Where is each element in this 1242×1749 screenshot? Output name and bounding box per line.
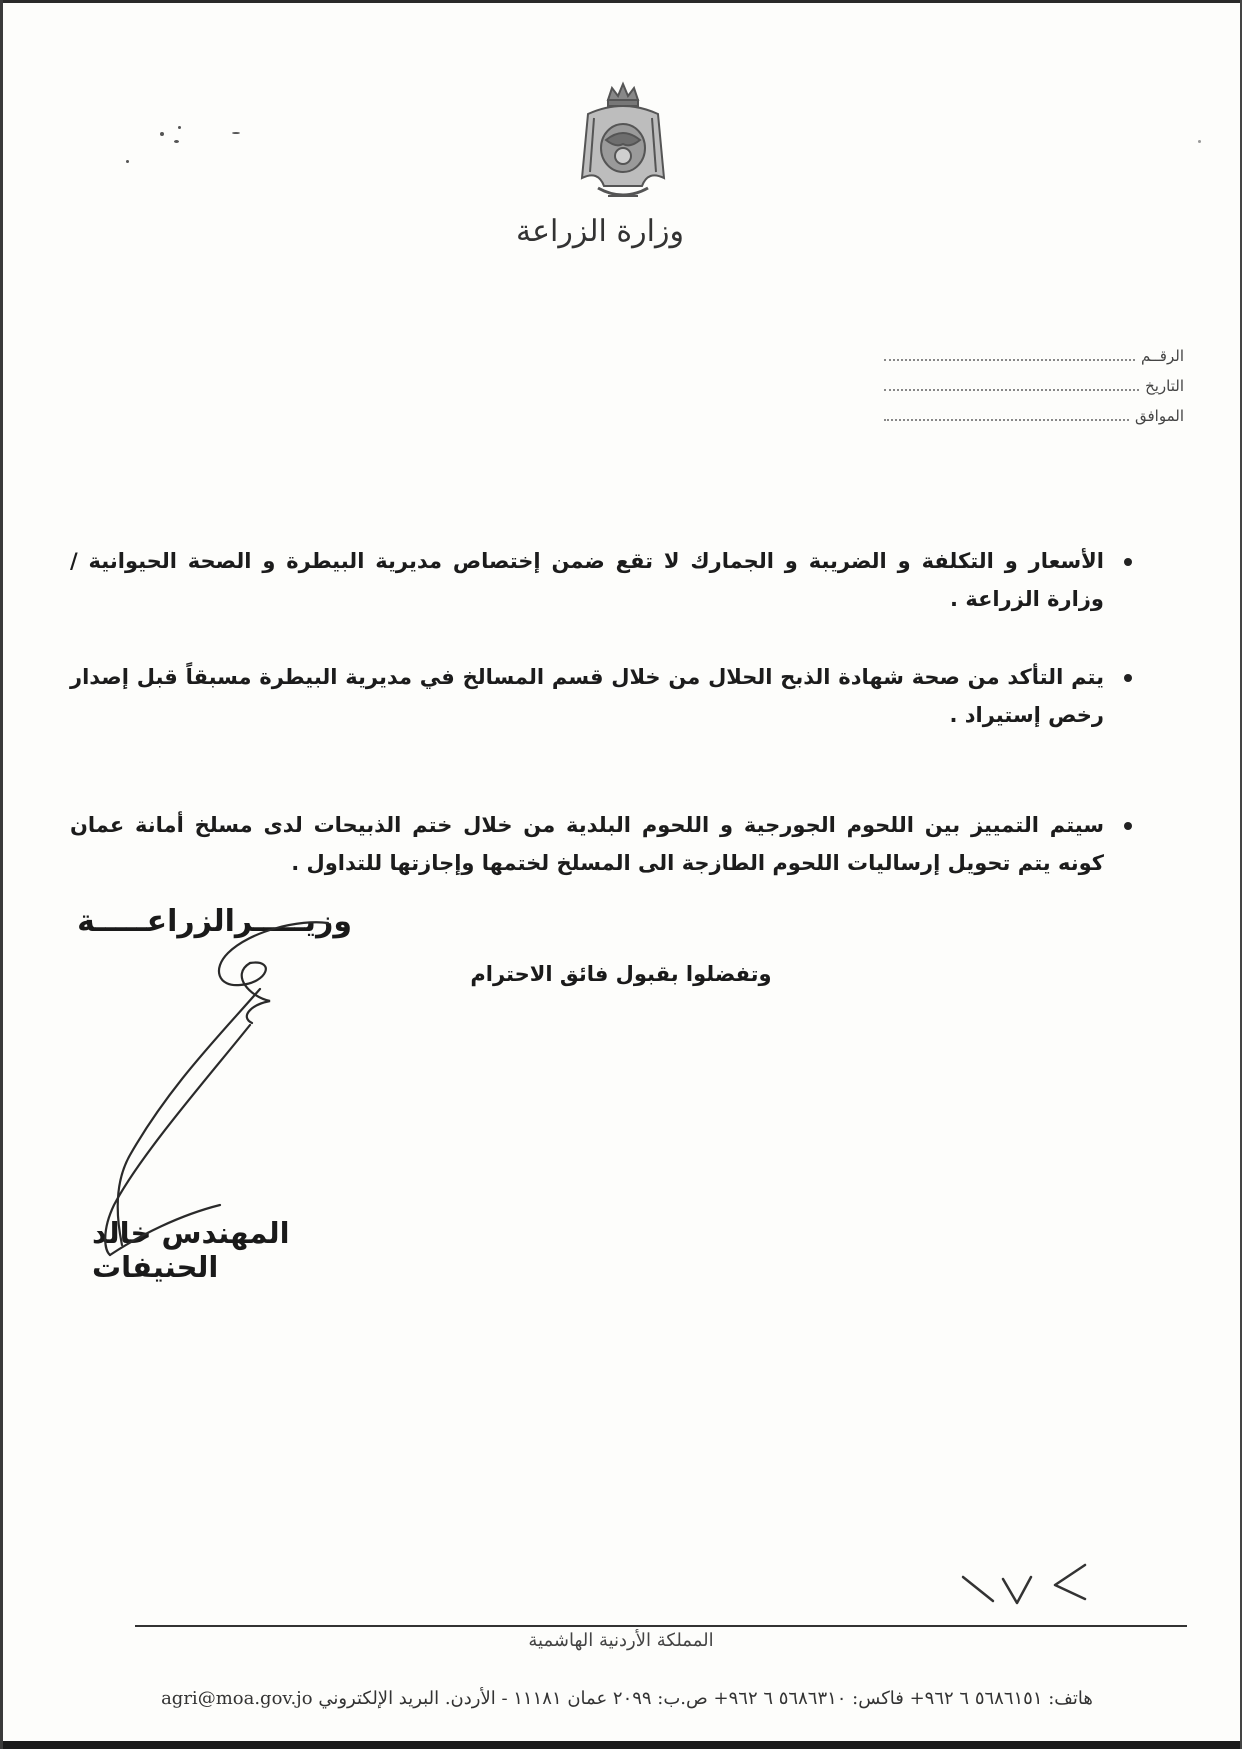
footer-contact: هاتف: ٥٦٨٦١٥١ ٦ ٩٦٢+ فاكس: ٥٦٨٦٣١٠ ٦ ٩٦٢+ ص.ب: ٢٠٩٩ عمان ١١١٨١ - الأردن. البريد الإلكتروني agri@moa.gov.jo <box>161 1688 1093 1709</box>
scan-speck <box>1198 140 1201 143</box>
reference-date-blank <box>884 375 1139 391</box>
signatory-title: وزيـــــرالزراعـــــة <box>77 904 352 939</box>
footer-divider <box>135 1625 1187 1627</box>
scan-speck <box>178 126 181 129</box>
page-edge-bottom <box>0 1741 1242 1749</box>
reference-number-row <box>884 345 1184 375</box>
handwritten-note <box>955 1555 1095 1615</box>
reference-number-label: الرقــم <box>1141 347 1184 365</box>
page-edge-left <box>0 0 3 1749</box>
footer-country: المملكة الأردنية الهاشمية <box>528 1630 714 1651</box>
letter-body <box>70 542 1134 882</box>
bullet-item: سيتم التمييز بين اللحوم الجورجية و اللحوم البلدية من خلال ختم الذبيحات لدى مسلخ أمانة عمان كونه يتم تحويل إرساليات اللحوم الطازجة الى المسلخ لختمها وإجازتها للتداول . <box>70 806 1134 882</box>
reference-date-row <box>884 375 1184 405</box>
bullet-item: الأسعار و التكلفة و الضريبة و الجمارك لا تقع ضمن إختصاص مديرية البيطرة و الصحة الحيوانية / وزارة الزراعة . <box>70 542 1134 618</box>
scan-speck <box>126 160 129 163</box>
signatory-name: المهندس خالد الحنيفات <box>92 1216 290 1284</box>
scan-speck <box>160 132 164 136</box>
reference-corresponding-row <box>884 405 1184 435</box>
scan-speck <box>232 132 240 134</box>
bullet-item: يتم التأكد من صحة شهادة الذبح الحلال من خلال قسم المسالخ في مديرية البيطرة مسبقاً قبل إصدار رخص إستيراد . <box>70 658 1134 734</box>
ministry-name: وزارة الزراعة <box>516 214 684 249</box>
closing-salutation: وتفضلوا بقبول فائق الاحترام <box>470 962 772 986</box>
reference-date-label: التاريخ <box>1145 377 1184 395</box>
reference-corresponding-label: الموافق <box>1134 407 1184 425</box>
reference-number-blank <box>884 345 1135 361</box>
reference-fields <box>884 345 1184 435</box>
royal-crest-icon <box>568 78 678 208</box>
scan-speck <box>174 140 179 143</box>
reference-corresponding-blank <box>884 405 1129 421</box>
page-edge-top <box>0 0 1242 3</box>
